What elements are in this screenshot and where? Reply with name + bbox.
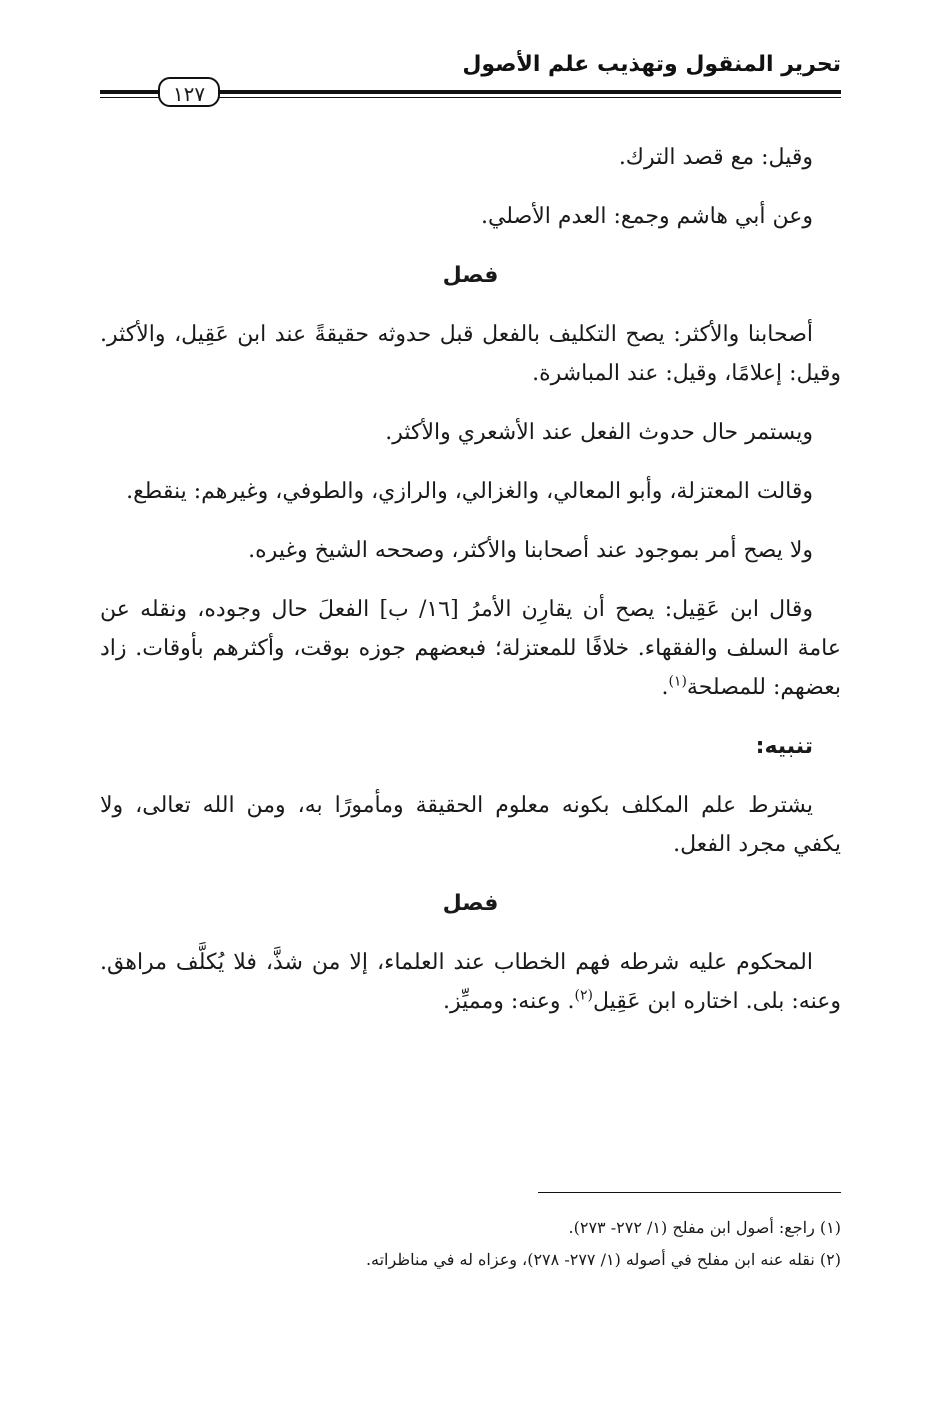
section-heading: فصل	[442, 891, 499, 916]
footnote: (١) راجع: أصول ابن مفلح (١/ ٢٧٢- ٢٧٣).	[568, 1218, 841, 1237]
paragraph-text: وقال ابن عَقِيل: يصح أن يقارِن الأمرُ [١٦/ ب] الفعلَ حال وجوده، ونقله عن عامة السلف والفقهاء. خلافًا للمعتزلة؛ فبعضهم جوزه بوقت، وأكثرهم بأوقات. زاد بعضهم: للمصلحة	[100, 597, 841, 700]
footnote-ref: (١)	[668, 673, 687, 690]
footnote-ref: (٢)	[574, 987, 593, 1004]
paragraph	[100, 590, 841, 707]
footnotes	[100, 1212, 841, 1276]
footnote: (٢) نقله عنه ابن مفلح في أصوله (١/ ٢٧٧- ٢٧٨)، وعزاه له في مناظراته.	[365, 1250, 841, 1269]
footnote-separator	[538, 1192, 841, 1193]
main-text	[100, 138, 841, 1041]
note-heading: تنبيه:	[755, 734, 813, 759]
paragraph	[100, 943, 841, 1021]
page-number-badge: ١٢٧	[158, 77, 220, 107]
running-header-title: تحرير المنقول وتهذيب علم الأصول	[462, 52, 841, 77]
paragraph-text: المحكوم عليه شرطه فهم الخطاب عند العلماء، إلا من شذَّ، فلا يُكلَّف مراهق. وعنه: بلى. اختاره ابن عَقِيل	[100, 950, 841, 1014]
paragraph: ولا يصح أمر بموجود عند أصحابنا والأكثر، وصححه الشيخ وغيره.	[248, 538, 813, 563]
section-heading: فصل	[442, 263, 499, 288]
paragraph: ويستمر حال حدوث الفعل عند الأشعري والأكثر.	[385, 420, 813, 445]
paragraph-end: .	[661, 675, 669, 700]
paragraph: يشترط علم المكلف بكونه معلوم الحقيقة ومأمورًا به، ومن الله تعالى، ولا يكفي مجرد الفعل.	[100, 793, 841, 857]
paragraph: أصحابنا والأكثر: يصح التكليف بالفعل قبل حدوثه حقيقةً عند ابن عَقِيل، والأكثر. وقيل: إعلامًا، وقيل: عند المباشرة.	[100, 322, 841, 386]
paragraph: وعن أبي هاشم وجمع: العدم الأصلي.	[480, 204, 813, 229]
paragraph: وقالت المعتزلة، وأبو المعالي، والغزالي، والرازي، والطوفي، وغيرهم: ينقطع.	[126, 479, 813, 504]
paragraph: وقيل: مع قصد الترك.	[618, 145, 813, 170]
paragraph-end: . وعنه: ومميِّز.	[442, 989, 575, 1014]
